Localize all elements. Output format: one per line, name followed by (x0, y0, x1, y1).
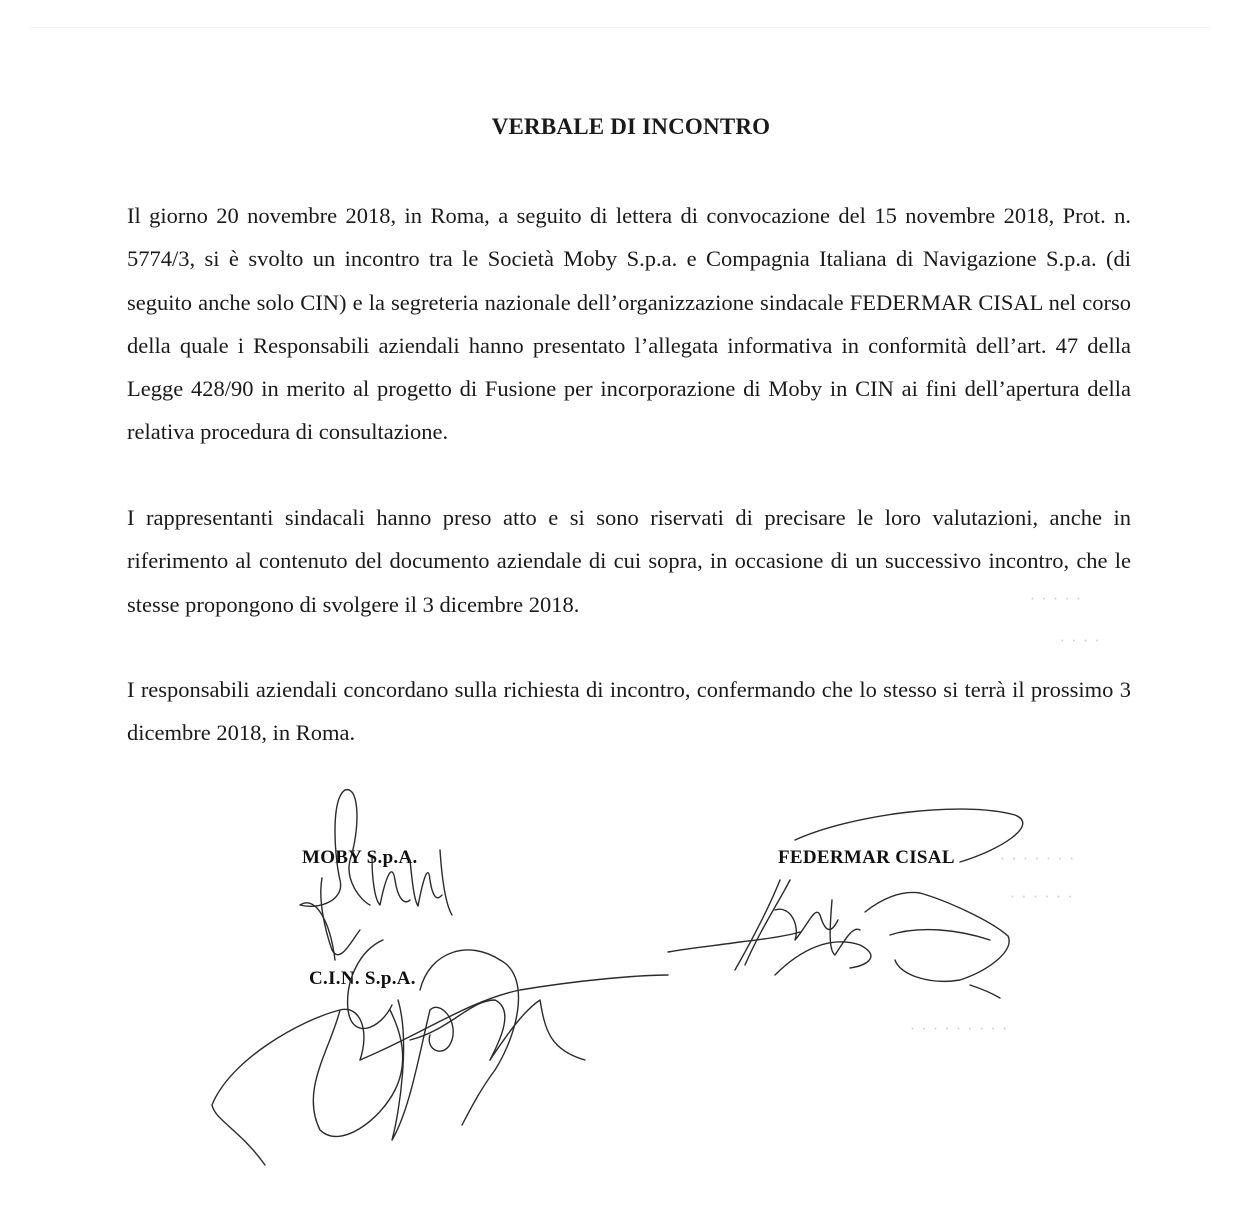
cin-signature (212, 940, 668, 1165)
bleed-through-mark: · · · · · · · · · (910, 1020, 1009, 1038)
scan-top-edge (30, 27, 1210, 28)
document-title: VERBALE DI INCONTRO (491, 114, 771, 139)
bleed-through-mark: · · · · · · (1010, 888, 1074, 906)
paragraph-company-agreement: I responsabili aziendali concordano sulla richiesta di incontro, confermando che lo stesso si terrà il prossimo 3 dicembre 2018, in Roma. (127, 677, 1131, 746)
paragraph-union-position: I rappresentanti sindacali hanno preso atto e si sono riservati di precisare le loro valutazioni, anche in riferimento al contenuto del documento aziendale di cui sopra, in occasione di un successivo incontro, che le stesse propongono di svolgere il 3 dicembre 2018. (127, 505, 1131, 617)
cin-signature-label: C.I.N. S.p.A. (309, 968, 416, 989)
paragraph-meeting-details: Il giorno 20 novembre 2018, in Roma, a seguito di lettera di convocazione del 15 novembre 2018, Prot. n. 5774/3, si è svolto un incontro tra le Società Moby S.p.a. e Compagnia Italiana di Navigazione S.p.a. (di seguito anche solo CIN) e la segreteria nazionale dell’organizzazione sindacale FEDERMAR CISAL nel corso della quale i Responsabili aziendali hanno presentato l’allegata informativa in conformità dell’art. 47 della Legge 428/90 in merito al progetto di Fusione per incorporazione di Moby in CIN ai fini dell’apertura della relativa procedura di consultazione. (127, 203, 1131, 445)
bleed-through-mark: · · · · (1060, 632, 1101, 650)
bleed-through-mark: · · · · · · · (1000, 850, 1075, 868)
federmar-signature (668, 809, 1023, 998)
moby-signature-label: MOBY S.p.A. (302, 847, 418, 868)
federmar-signature-label: FEDERMAR CISAL (778, 847, 955, 868)
moby-signature (300, 790, 452, 960)
bleed-through-mark: · · · · · (1030, 590, 1082, 608)
